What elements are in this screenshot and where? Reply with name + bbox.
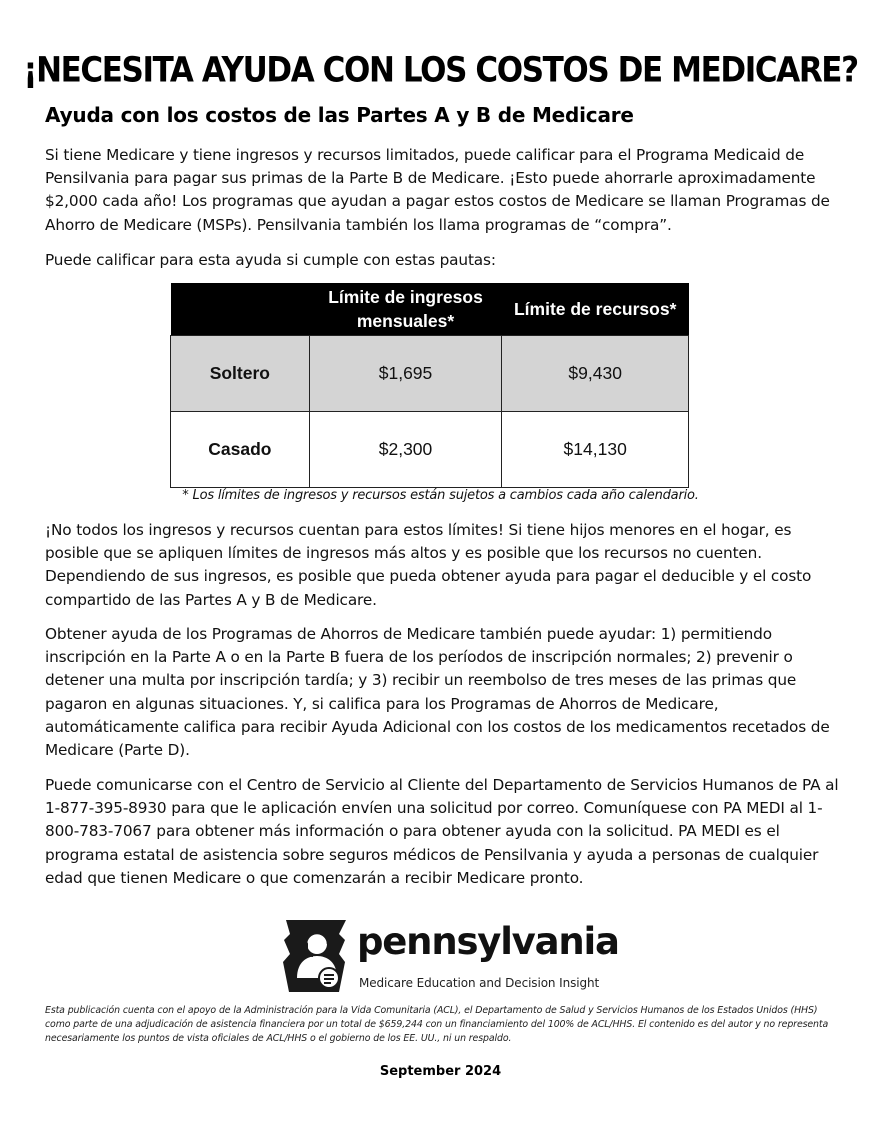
logo-wordmark: pennsylvania	[357, 920, 619, 963]
intro-paragraph: Si tiene Medicare y tiene ingresos y recursos limitados, puede calificar para el Programa Medicaid de Pensilvania para pagar sus primas de la Parte B de Medicare. ¡Esto puede ahorrarle aproximadamente $2,000 cada año! Los programas que ayudan a pagar estos costos de Medicare se llaman Programas de Ahorro de Medicare (MSPs). Pensilvania también los llama programas de “compra”.	[45, 146, 830, 234]
resource-limit-cell: $9,430	[502, 336, 689, 412]
not-all-paragraph: ¡No todos los ingresos y recursos cuentan para estos límites! Si tiene hijos menores en el hogar, es posible que se apliquen límites de ingresos más altos y es posible que los recursos no cuenten. Dependiendo de sus ingresos, es posible que pueda obtener ayuda para pagar el deducible y el costo compartido de las Partes A y B de Medicare.	[45, 521, 812, 609]
row-label: Soltero	[171, 336, 310, 412]
resource-limit-cell: $14,130	[502, 412, 689, 488]
contact-paragraph: Puede comunicarse con el Centro de Servicio al Cliente del Departamento de Servicios Humanos de PA al 1-877-395-8930 para que le aplicación envíen una solicitud por correo. Comuníquese con PA MEDI al 1-800-783-7067 para obtener más información o para obtener ayuda con la solicitud. PA MEDI es el programa estatal de asistencia sobre seguros médicos de Pensilvania y ayuda a personas de cualquier edad que tienen Medicare o que comenzarán a recibir Medicare pronto.	[45, 776, 839, 887]
section-heading: Ayuda con los costos de las Partes A y B de Medicare	[45, 103, 634, 127]
benefits-paragraph: Obtener ayuda de los Programas de Ahorros de Medicare también puede ayudar: 1) permitiendo inscripción en la Parte A o en la Parte B fuera de los períodos de inscripción normales; 2) prevenir o detener una multa por inscripción tardía; y 3) recibir un reembolso de tres meses de las primas que pagaron en algunas situaciones. Y, si califica para los Programas de Ahorros de Medicare, automáticamente califica para recibir Ayuda Adicional con los costos de los medicamentos recetados de Medicare (Parte D).	[45, 625, 830, 760]
logo-tagline: Medicare Education and Decision Insight	[359, 976, 600, 990]
table-header-blank	[171, 283, 310, 336]
table-footnote: * Los límites de ingresos y recursos están sujetos a cambios cada año calendario.	[182, 488, 699, 503]
limits-table	[170, 283, 689, 488]
guidelines-paragraph: Puede calificar para esta ayuda si cumple con estas pautas:	[45, 251, 496, 269]
table-header-income: Límite de ingresos mensuales*	[309, 283, 502, 336]
income-limit-cell: $2,300	[309, 412, 502, 488]
table-header-row	[171, 283, 689, 336]
page-title: ¡NECESITA AYUDA CON LOS COSTOS DE MEDICARE?	[23, 50, 858, 91]
keystone-person-headset-icon	[281, 916, 351, 996]
table-row	[171, 336, 689, 412]
publication-date: September 2024	[379, 1064, 502, 1079]
funding-disclaimer: Esta publicación cuenta con el apoyo de la Administración para la Vida Comunitaria (ACL), el Departamento de Salud y Servicios Humanos de los Estados Unidos (HHS) como parte de una adjudicación de asistencia financiera por un total de $659,244 con un financiamiento del 100% de ACL/HHS. El contenido es del autor y no representa necesariamente los puntos de vista oficiales de ACL/HHS o el gobierno de los EE. UU., ni un respaldo.	[45, 1005, 829, 1044]
row-label: Casado	[171, 412, 310, 488]
table-header-resources: Límite de recursos*	[502, 283, 689, 336]
table-row	[171, 412, 689, 488]
income-limit-cell: $1,695	[309, 336, 502, 412]
pa-medi-logo	[281, 916, 619, 996]
